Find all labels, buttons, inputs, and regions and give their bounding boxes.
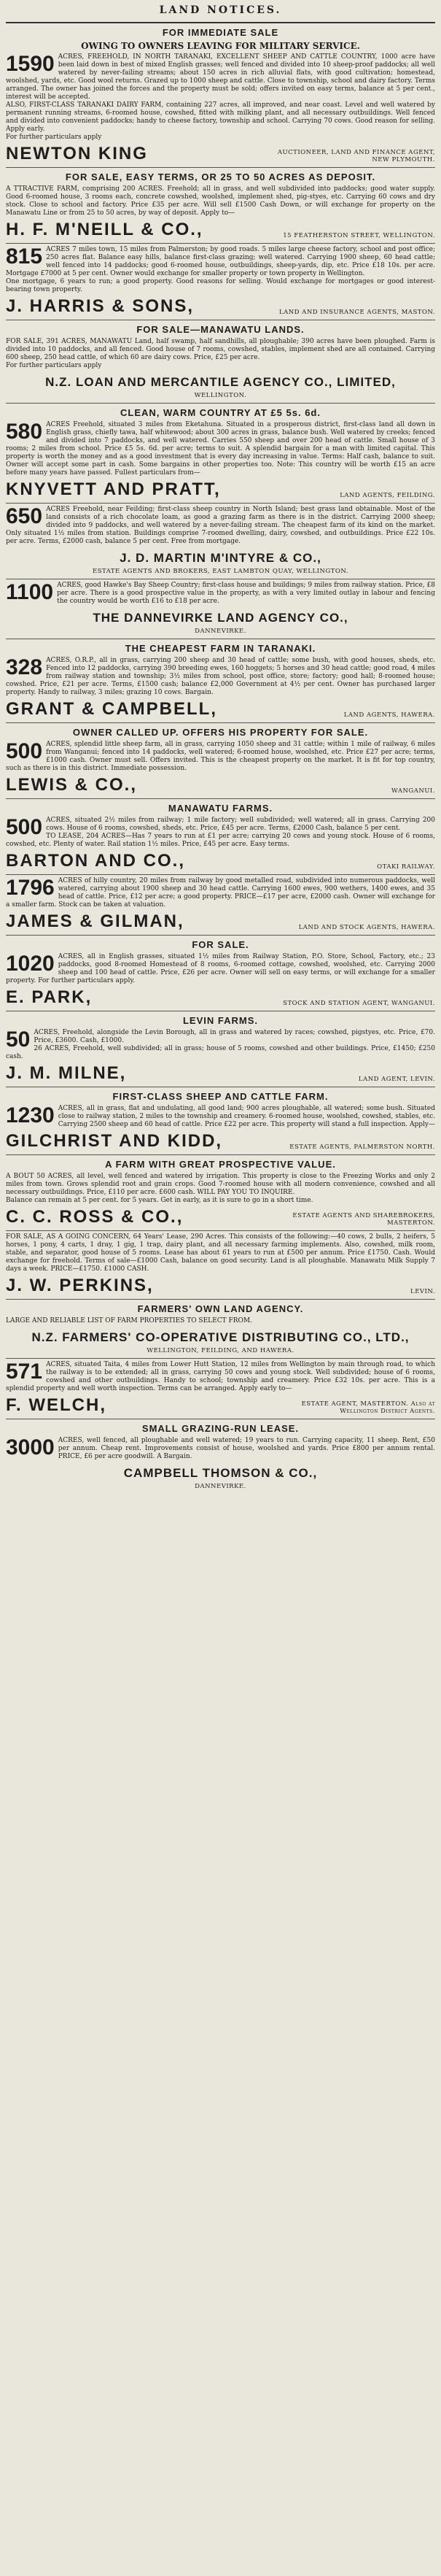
ad-acreage: 650	[6, 504, 43, 528]
ad-body	[6, 1437, 435, 1461]
ad-signature: E. PARK,	[6, 987, 93, 1007]
ad-body	[6, 657, 435, 697]
land-advertisement	[6, 874, 435, 935]
ad-list	[6, 22, 435, 2569]
ad-signature: NEWTON KING	[6, 144, 148, 163]
ad-text: ACRES, all in English grasses, situated 1½ miles from Railway Station, P.O. Store, School, Factory, etc.; 23 paddocks, good 8-roomed Homestead of 8 rooms, 6-roomed cottage, cowshed, woolshed, etc. Carrying 2000 sheep and 100 head of cattle. Price, £26 per acre. Owner will sell on easy terms, or will exchange for a smaller property. For further particulars apply.	[6, 953, 435, 984]
ad-signature: JAMES & GILMAN,	[6, 911, 184, 931]
ad-agent-address: ESTATE AGENTS AND SHAREBROKERS, MASTERTON.	[292, 1212, 435, 1227]
ad-signature: N.Z. FARMERS' CO-OPERATIVE DISTRIBUTING CO., LTD.,	[31, 1330, 410, 1344]
ad-agent-address: LAND AGENTS, FEILDING.	[340, 492, 435, 499]
ad-heading: FOR SALE.	[192, 939, 249, 950]
ad-agent-address: LAND AGENT, LEVIN.	[358, 1076, 435, 1083]
ad-text: ACRES, situated Taita, 4 miles from Lower Hutt Station, 12 miles from Wellington by main through road, to which the railway is to be extended; all in grass, carrying 50 cows and young stock. Well subdivided; house of 6 rooms, cowshed and other outbuildings. Handy to school; township and creamery. Price £32 10s. per acre. This is a splendid property and well worth inspection. Terms can be arranged. Apply early to—	[6, 1361, 435, 1392]
ad-body	[6, 246, 435, 294]
page-title: LAND NOTICES.	[159, 4, 282, 16]
land-advertisement	[6, 1358, 435, 1419]
ad-heading: CLEAN, WARM COUNTRY AT £5 5s. 6d.	[120, 407, 321, 418]
land-advertisement	[6, 579, 435, 639]
ad-text: ACRES 7 miles town, 15 miles from Palmerston; by good roads. 5 miles large cheese factory, school and post office; 250 acres flat. Balance easy hills, balance first-class grazing; well watered. Carrying 1900 sheep, 60 head cattle; well fenced into 14 paddocks; good 6-roomed house, outbuildings, sheep-yards, dip, etc. Price £18 10s. per acre. Mortgage £7000 at 5 per cent. Owner would exchange for smaller property or town property in Wellington. One mortgage, 6 years to run; a good property. Good reasons for selling. Would exchange for mortgages or good interest-bearing town property.	[6, 246, 435, 293]
ad-agent-address: 15 FEATHERSTON STREET, WELLINGTON.	[283, 232, 435, 239]
ad-heading: A FARM WITH GREAT PROSPECTIVE VALUE.	[105, 1159, 336, 1170]
ad-body	[6, 741, 435, 773]
ad-signature: GILCHRIST AND KIDD,	[6, 1131, 223, 1151]
ad-signature: CAMPBELL THOMSON & CO.,	[123, 1466, 318, 1480]
land-advertisement	[6, 503, 435, 579]
ad-acreage: 1100	[6, 580, 54, 604]
ad-heading: OWNER CALLED UP. OFFERS HIS PROPERTY FOR SALE.	[72, 727, 369, 738]
ad-text: FOR SALE, 391 ACRES, MANAWATU Land, half swamp, half sandhills, all ploughable; 390 acres have been ploughed. Farm is divided into 10 paddocks, and all fenced. Good house of 7 rooms, cowshed, stables, implement shed are all contained. Carrying 600 sheep, 250 head cattle, of which 60 are dairy cows. Price, £25 per acre. For further particulars apply	[6, 338, 435, 369]
ad-body	[6, 421, 435, 477]
ad-subheading: OWING TO OWNERS LEAVING FOR MILITARY SERVICE.	[81, 41, 360, 51]
land-advertisement	[6, 403, 435, 503]
ad-agent-address: STOCK AND STATION AGENT, WANGANUI.	[283, 1000, 435, 1007]
ad-signature: J. D. MARTIN M'INTYRE & CO.,	[120, 551, 321, 565]
ad-agent-address: WANGANUI.	[391, 787, 435, 795]
land-advertisement	[6, 320, 435, 403]
land-advertisement	[6, 1087, 435, 1154]
land-advertisement	[6, 935, 435, 1011]
ad-heading: SMALL GRAZING-RUN LEASE.	[141, 1423, 300, 1434]
ad-body	[6, 338, 435, 370]
ad-heading: THE CHEAPEST FARM IN TARANAKI.	[125, 643, 316, 654]
ad-heading: FIRST-CLASS SHEEP AND CATTLE FARM.	[112, 1091, 329, 1102]
ad-heading: FOR SALE—MANAWATU LANDS.	[136, 324, 305, 335]
ad-agent-address: DANNEVIRKE.	[195, 628, 246, 635]
ad-signature: J. HARRIS & SONS,	[6, 296, 195, 316]
ad-agent-address: AUCTIONEER, LAND AND FINANCE AGENT, NEW PLYMOUTH.	[277, 149, 435, 163]
ad-body	[6, 1029, 435, 1061]
ad-body	[6, 185, 435, 217]
land-advertisement	[6, 167, 435, 243]
ad-acreage: 328	[6, 655, 43, 679]
land-advertisement	[6, 1230, 435, 1299]
ad-text: ACRES of hilly country, 20 miles from railway by good metalled road, subdivided into numerous paddocks, well watered, carrying about 1900 sheep and 30 head cattle. Carrying 1600 ewes, 900 wethers, 1400 ewes, and 35 head of cattle. Price, £12 per acre; a good property. PRICE—£17 per acre, £2000 cash. Owner will exchange for a smaller farm. Stock can be taken at valuation.	[6, 877, 435, 909]
ad-agent-address: ESTATE AGENTS, PALMERSTON NORTH.	[289, 1144, 435, 1151]
ad-acreage: 1796	[6, 876, 55, 900]
ad-acreage: 3000	[6, 1435, 55, 1459]
ad-acreage: 1590	[6, 52, 55, 76]
ad-acreage: 500	[6, 815, 43, 839]
ad-text: FOR SALE, AS A GOING CONCERN, 64 Years' Lease, 290 Acres. This consists of the following:—40 cows, 2 bulls, 2 heifers, 5 horses, 1 pony, 4 carts, 1 dray, 1 gig, 1 trap, dairy plant, and all necessary farming implements. Also, cowshed, milk room, stable, and separator, good house of 5 rooms. Lease has about 61 years to run at £500 per annum. Price £1750. Cash. Would exchange for freehold. Terms of sale—£1000 Cash, balance on good security. Land is all ploughable. Manawatu Milk Supply 7 days a week. PRICE—£1750. £1000 CASH.	[6, 1233, 435, 1273]
ad-agent-address: LAND AND INSURANCE AGENTS, MASTON.	[278, 309, 435, 316]
ad-body	[6, 1173, 435, 1205]
ad-agent-address: LEVIN.	[410, 1288, 435, 1295]
ad-signature: BARTON AND CO.,	[6, 851, 185, 871]
ad-body	[6, 953, 435, 985]
ad-body	[6, 1361, 435, 1393]
ad-body	[6, 877, 435, 909]
ad-heading: FOR IMMEDIATE SALE	[162, 27, 279, 38]
ad-text: ACRES, all in grass, flat and undulating, all good land; 900 acres ploughable, all watered; some bush. Situated close to railway station, 2 miles to the township and creamery. 6-roomed house, woolshed, cowshed, stables, etc. Carrying 2500 sheep and 60 head of cattle. Price £22 per acre. This property will stand a full inspection. Apply—	[58, 1105, 435, 1128]
ad-acreage: 500	[6, 739, 43, 763]
land-advertisement	[6, 1299, 435, 1358]
ad-body	[6, 817, 435, 849]
land-advertisement	[6, 722, 435, 798]
ad-signature: H. F. M'NEILL & CO.,	[6, 220, 203, 239]
ad-acreage: 580	[6, 420, 43, 444]
ad-body	[6, 1233, 435, 1273]
ad-heading: MANAWATU FARMS.	[168, 803, 273, 814]
ad-acreage: 50	[6, 1027, 31, 1052]
land-advertisement	[6, 1419, 435, 1494]
ad-signature: GRANT & CAMPBELL,	[6, 699, 217, 719]
ad-agent-address: OTAKI RAILWAY.	[377, 863, 435, 871]
ad-heading: FOR SALE, EASY TERMS, OR 25 TO 50 ACRES AS DEPOSIT.	[65, 171, 376, 182]
ad-body	[6, 1105, 435, 1129]
ad-text: ACRES Freehold, situated 3 miles from Eketahuna. Situated in a prosperous district, first-class land all down in English grass, chiefly tawa, half whitewood; about 300 acres in grass, balance bush. Well watered by creeks; fenced and divided into 7 paddocks, and well watered. Carries 550 sheep and over 200 head of cattle. Small house of 3 rooms; 2 miles from school. Price £5 5s. 6d. per acre; terms to suit. A splendid bargain for a man with limited capital. This property is worth the money and as a good investment that is every day increasing in value. Terms: Half cash, balance to suit. Owner will accept some part in cash. Some bargains in other properties too. Note: This country will be worth £15 an acre before many years have passed. Fullest particulars from—	[6, 421, 435, 477]
ad-text: ACRES, Freehold, alongside the Levin Borough, all in grass and watered by races; cowshed, pigstyes, etc. Price, £70. Price, £3600. Cash, £1000. 26 ACRES, Freehold, well subdivided; all in grass; house of 5 rooms, cowshed and other buildings. Price, £1450; £250 cash.	[6, 1029, 435, 1060]
ad-signature: THE DANNEVIRKE LAND AGENCY CO.,	[93, 611, 348, 625]
ad-text: LARGE AND RELIABLE LIST OF FARM PROPERTIES TO SELECT FROM.	[6, 1317, 252, 1324]
ad-body	[6, 53, 435, 142]
ad-text: ACRES, good Hawke's Bay Sheep Country; first-class house and buildings; 9 miles from railway station. Price, £8 per acre. There is a good prospective value in the property, as with a very limited outlay in labour and fencing the country would be worth £16 to £18 per acre.	[57, 582, 435, 605]
ad-text: A BOUT 50 ACRES, all level, well fenced and watered by irrigation. This property is close to the Freezing Works and only 2 miles from town. Grows splendid root and grain crops. Good 7-roomed house with all modern convenience, cowshed and all necessary outbuildings. Price, £110 per acre. £600 cash. WILL PAY YOU TO INQUIRE. Balance can remain at 5 per cent. for 5 years. Get in early, as it is sure to go in a short time.	[6, 1173, 435, 1204]
ad-agent-address: ESTATE AGENT, MASTERTON. Also at Wellington District Agents.	[301, 1400, 435, 1415]
ad-acreage: 1230	[6, 1103, 55, 1127]
ad-agent-address: WELLINGTON, FEILDING, AND HAWERA.	[147, 1347, 294, 1354]
ad-text: ACRES, O.R.P., all in grass, carrying 200 sheep and 30 head of cattle; some bush, with good houses, sheds, etc. Fenced into 12 paddocks, carrying 390 breeding ewes, 160 hoggets; 5 horses and 30 head cattle; good road, 4 miles from railway station and township; 3½ miles from school, post office, store; factory; good hall; 8-roomed house; cowshed. Price, £21 per acre. Terms, £1500 cash; balance £2,000 Government at 4½ per cent. Owner has purchased larger property. Handy to railway, 3 miles; grazing 10 cows. Bargain.	[6, 657, 435, 696]
ad-body	[6, 506, 435, 546]
ad-heading: FARMERS' OWN LAND AGENCY.	[137, 1303, 304, 1314]
ad-acreage: 815	[6, 244, 43, 269]
ad-body	[6, 1317, 435, 1325]
ad-text: ACRES, FREEHOLD, IN NORTH TARANAKI, EXCELLENT SHEEP AND CATTLE COUNTRY, 1000 acre have been laid down in best of mixed English grasses; well fenced and divided into 10 sheep-proof paddocks; all well watered by never-failing streams; about 150 acres in rich alluvial flats, with good cultivation; homestead, woolshed, yards, etc. Good wool returns. Grazed up to 1000 sheep and cattle. Close to township, school and dairy factory. Terms arranged. The owner has joined the forces and the property must be sold; offers invited on easy terms, balance at 5 per cent., interest will be accepted. ALSO, FIRST-CLASS TARANAKI DAIRY FARM, containing 227 acres, all improved, and near coast. Level and well watered by permanent running streams, 6-roomed house, cowshed, fitted with milking plant, and all necessary outbuildings. Well fenced and divided into convenient paddocks; handy to cheese factory, township and school. Carrying 70 cows. Good reason for selling. Apply early. For further particulars apply	[6, 53, 435, 141]
ad-agent-address: WELLINGTON.	[194, 392, 247, 399]
ad-signature: J. W. PERKINS,	[6, 1276, 154, 1295]
ad-text: ACRES, situated 2½ miles from railway; 1 mile factory; well subdivided; well watered; all in grass. Carrying 200 cows. House of 6 rooms, cowshed, sheds, etc. Price, £45 per acre. Terms, £2000 Cash, balance 5 per cent. TO LEASE, 204 ACRES—Has 7 years to run at £1 per acre; carrying 20 cows and young stock. House of 6 rooms, cowshed, etc. Plenty of water. Rail station 1½ miles. Price, £45 per acre. Easy terms.	[6, 817, 435, 848]
ad-text: A TTRACTIVE FARM, comprising 200 ACRES. Freehold; all in grass, and well subdivided into paddocks; good water supply. Good 6-roomed house, 3 rooms each, concrete cowshed, woolshed, implement shed, pig-styes, etc. Carrying 60 cows and dry stock. Close to school and factory. Price £35 per acre. Will sell £1500 Cash Down, or will exchange for property on the Manawatu Line or from 25 to 50 acres, by way of deposit. Apply to—	[6, 185, 435, 217]
ad-text: ACRES, splendid little sheep farm, all in grass, carrying 1050 sheep and 31 cattle; within 1 mile of railway, 6 miles from Wanganui; fenced into 14 paddocks, well watered; 6-roomed house, woolshed, etc. Price £27 per acre; terms, £1000 cash. Owner must sell. Offers invited. This is the cheapest property on the market. It is fit for top country, such as there is in this district. Immediate possession.	[6, 741, 435, 772]
ad-text: ACRES Freehold, near Feilding; first-class sheep country in North Island; best grass land obtainable. Most of the land consists of a rich chocolate loam, as good a grazing farm as there is in the district. Carrying 2000 sheep; divided into 9 paddocks, and well watered by a never-failing stream. The cheapest farm of its kind on the market. Only situated 1½ miles from station. Buildings comprise 7-roomed dwelling, dairy, cowshed, and outbuildings. Price £22 10s. per acre. Terms, £2000 cash, balance 5 per cent. Free from mortgage.	[6, 506, 435, 545]
ad-agent-address: DANNEVIRKE.	[195, 1483, 246, 1490]
ad-heading: LEVIN FARMS.	[182, 1015, 258, 1026]
ad-signature: F. WELCH,	[6, 1395, 106, 1415]
ad-signature: LEWIS & CO.,	[6, 775, 137, 795]
ad-text: ACRES, well fenced, all ploughable and well watered; 19 years to run. Carrying capacity, 11 sheep. Rent, £50 per annum. Cheap rent. Improvements consist of house, woolshed and yards. Price £800 per annum rental. PRICE, £6 per acre goodwill. A Bargain.	[58, 1437, 435, 1460]
ad-acreage: 1020	[6, 952, 55, 976]
land-advertisement	[6, 22, 435, 167]
ad-signature: C. C. ROSS & CO.,	[6, 1207, 184, 1227]
ad-agent-address: LAND AND STOCK AGENTS, HAWERA.	[298, 924, 435, 931]
land-advertisement	[6, 798, 435, 874]
land-advertisement	[6, 1011, 435, 1087]
land-advertisement	[6, 1154, 435, 1230]
ad-agent-address: ESTATE AGENTS AND BROKERS, EAST LAMBTON QUAY, WELLINGTON.	[92, 568, 348, 575]
land-advertisement	[6, 639, 435, 722]
ad-signature: KNYVETT AND PRATT,	[6, 479, 221, 499]
land-advertisement	[6, 243, 435, 320]
ad-body	[6, 582, 435, 606]
ad-signature: N.Z. LOAN AND MERCANTILE AGENCY CO., LIMITED,	[45, 375, 396, 389]
ad-agent-address: LAND AGENTS, HAWERA.	[343, 712, 435, 719]
ad-signature: J. M. MILNE,	[6, 1063, 127, 1083]
ad-acreage: 571	[6, 1360, 43, 1384]
